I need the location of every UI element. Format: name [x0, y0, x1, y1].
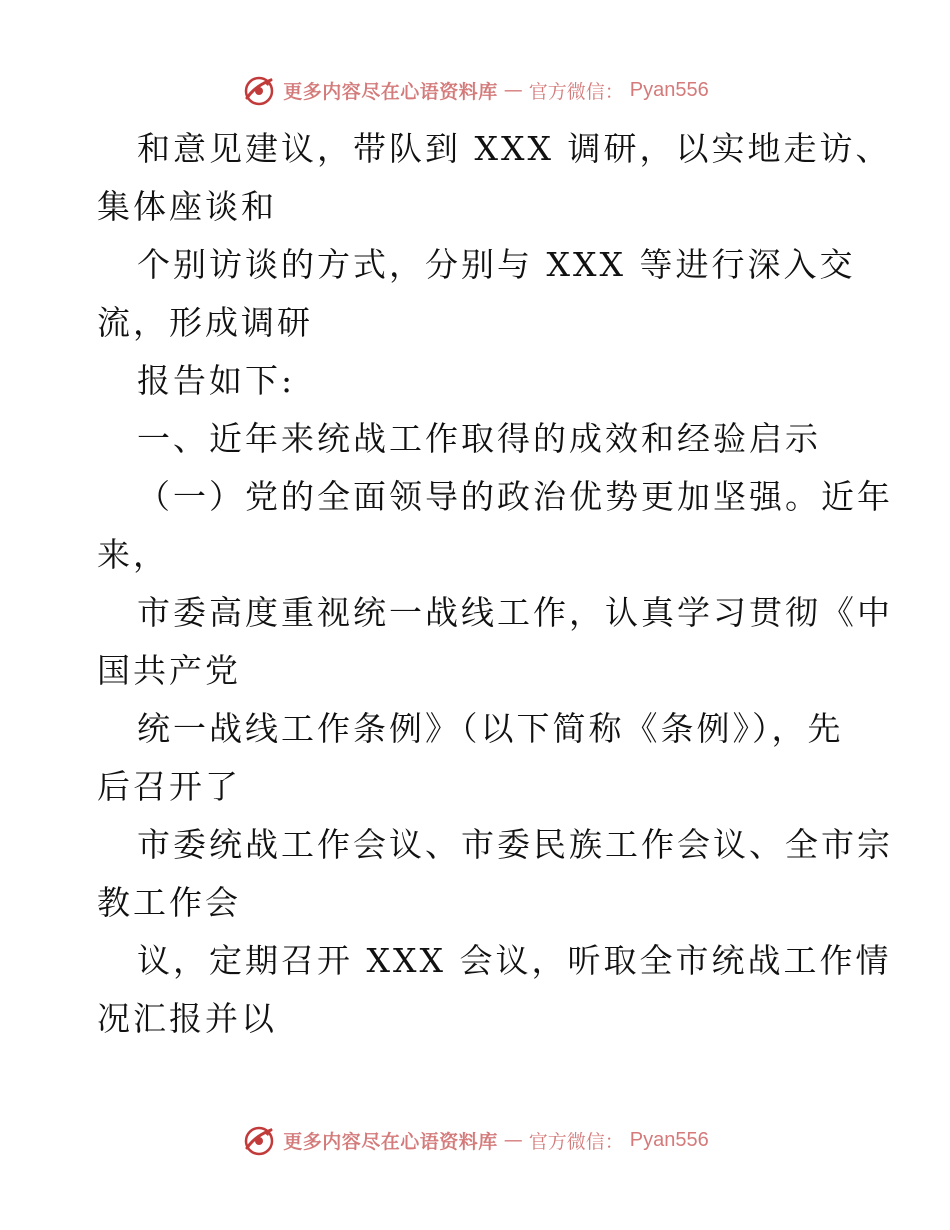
text-line: 个别访谈的方式，分别与 XXX 等进行深入交 [137, 245, 856, 284]
banner-dash: — [503, 1129, 523, 1151]
text-line: 后召开了 [97, 767, 241, 806]
banner-wechat-id: Pyan556 [629, 1128, 709, 1151]
banner-wechat-id: Pyan556 [629, 78, 709, 101]
text-line: 况汇报并以 [97, 999, 277, 1038]
section-heading: 一、近年来统战工作取得的成效和经验启示 [137, 419, 821, 458]
text-line: 集体座谈和 [97, 187, 277, 226]
text-line: 国共产党 [97, 651, 241, 690]
banner-main-text: 更多内容尽在心语资料库 [283, 1130, 498, 1153]
banner-main-text: 更多内容尽在心语资料库 [283, 80, 498, 103]
banner-wechat-label: 官方微信： [528, 80, 624, 103]
document-body [97, 120, 893, 1048]
pen-circle-logo-icon [241, 1122, 277, 1158]
text-line: 流，形成调研 [97, 303, 313, 342]
text-line: 教工作会 [97, 883, 241, 922]
text-line: 来， [97, 535, 169, 574]
footer-banner [0, 1120, 950, 1160]
header-banner [0, 70, 950, 110]
text-line: 市委统战工作会议、市委民族工作会议、全市宗 [137, 825, 893, 864]
text-line: 报告如下: [137, 361, 296, 400]
banner-dash: — [503, 79, 523, 101]
banner-wechat-label: 官方微信： [528, 1130, 624, 1153]
text-line: 市委高度重视统一战线工作，认真学习贯彻《中 [137, 593, 893, 632]
text-line: 和意见建议，带队到 XXX 调研，以实地走访、 [137, 129, 892, 168]
text-line: 统一战线工作条例》（以下简称《条例》），先 [137, 709, 844, 748]
pen-circle-logo-icon [241, 72, 277, 108]
text-line: 议，定期召开 XXX 会议，听取全市统战工作情 [137, 941, 892, 980]
text-line: （一）党的全面领导的政治优势更加坚强。近年 [137, 477, 893, 516]
